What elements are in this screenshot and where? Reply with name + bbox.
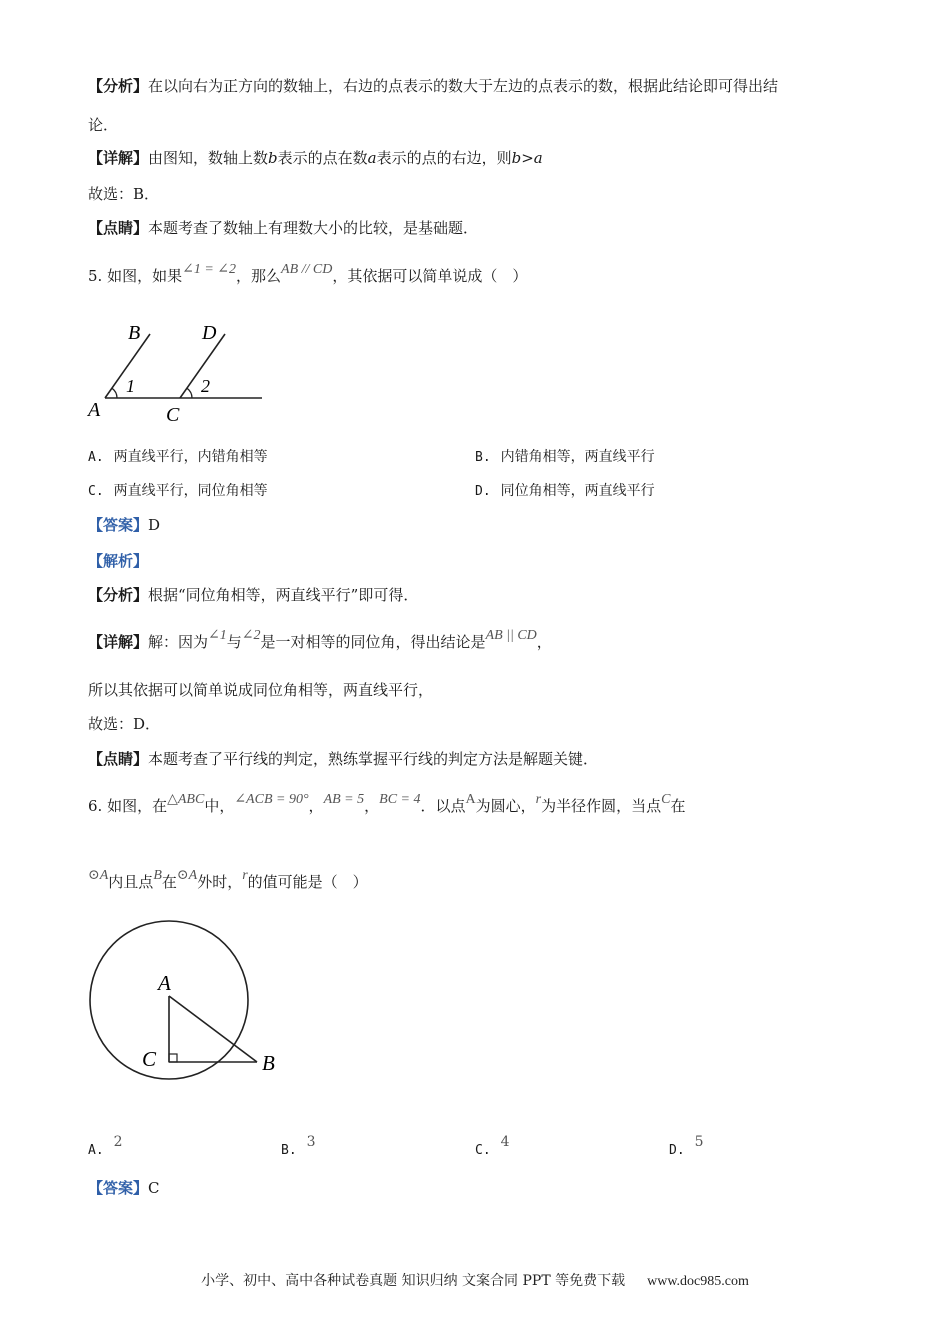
- explain-tag: 【解析】: [88, 552, 149, 570]
- option-letter: D.: [475, 484, 491, 499]
- footer-text: 小学、初中、高中各种试卷真题 知识归纳 文案合同 PPT 等免费下载: [201, 1273, 626, 1289]
- option-text: 两直线平行，内错角相等: [113, 449, 268, 465]
- option-letter: A.: [88, 450, 104, 465]
- footer-url-link[interactable]: www.doc985.com: [647, 1274, 749, 1289]
- analysis-text: 根据“同位角相等，两直线平行”即可得．: [148, 586, 419, 604]
- detail-text: 是一对相等的同位角，得出结论是: [260, 633, 486, 651]
- q5-detail-line: [88, 628, 552, 654]
- conclusion-math: AB || CD: [485, 628, 537, 643]
- q6-option-a[interactable]: [88, 1134, 123, 1161]
- q5-stem-text: 5. 如图，如果: [88, 267, 183, 285]
- q6-option-c[interactable]: [475, 1134, 510, 1161]
- angle-acb-math: ∠ACB = 90°: [234, 792, 309, 807]
- option-value: 5: [694, 1134, 704, 1150]
- q5-explain-tag: [88, 551, 148, 571]
- comment-tag: 【点睛】: [88, 219, 149, 237]
- circle-a-math: ⊙A: [176, 868, 198, 883]
- option-letter: C.: [88, 484, 104, 499]
- q4-detail-line: [88, 148, 543, 168]
- q6-option-b[interactable]: [281, 1134, 316, 1161]
- label-angle-2: 2: [201, 376, 210, 396]
- q6-stem-text: ，: [308, 797, 324, 815]
- point-b-math: B: [153, 868, 162, 883]
- q6-stem-text: 外时，: [197, 873, 243, 891]
- comment-text: 本题考查了数轴上有理数大小的比较，是基础题．: [148, 219, 479, 237]
- option-text: 两直线平行，同位角相等: [113, 483, 268, 499]
- label-A: A: [88, 399, 101, 421]
- q5-conclusion-math: AB // CD: [281, 262, 333, 277]
- option-letter: C.: [475, 1143, 491, 1158]
- detail-text: 表示的点在数: [277, 149, 368, 167]
- q5-option-d[interactable]: [475, 481, 655, 502]
- option-letter: A.: [88, 1143, 104, 1158]
- q5-condition-math: ∠1 = ∠2: [182, 262, 237, 277]
- circle-a-math: ⊙A: [88, 868, 109, 883]
- analysis-text: 在以向右为正方向的数轴上，右边的点表示的数大于左边的点表示的数，根据此结论即可得出结: [148, 77, 779, 95]
- detail-text: 解：因为: [148, 633, 209, 651]
- ab-math: AB = 5: [323, 792, 365, 807]
- r-math: r: [242, 868, 248, 883]
- detail-tag: 【详解】: [88, 149, 149, 167]
- q6-stem-text: 6. 如图，在: [88, 797, 168, 815]
- q6-stem-text: 为半径作圆，当点: [541, 797, 662, 815]
- option-value: 2: [113, 1134, 123, 1150]
- q5-option-c[interactable]: [88, 481, 268, 502]
- option-text: 同位角相等，两直线平行: [500, 483, 655, 499]
- option-letter: B.: [475, 450, 491, 465]
- q6-stem-text: 为圆心，: [475, 797, 536, 815]
- segment-ab: [169, 996, 257, 1062]
- q5-comment-line: [88, 749, 598, 769]
- q5-stem: [88, 262, 528, 288]
- analysis-tag: 【分析】: [88, 77, 149, 95]
- var-b: b: [268, 149, 278, 167]
- q6-option-d[interactable]: [669, 1134, 704, 1161]
- answer-tag: 【答案】: [88, 516, 149, 534]
- bc-math: BC = 4: [379, 792, 421, 807]
- analysis-tag: 【分析】: [88, 586, 149, 604]
- q6-stem-text: 中，: [204, 797, 235, 815]
- triangle-math: △ABC: [167, 792, 205, 807]
- detail-result: b>a: [511, 149, 543, 167]
- answer-value: D: [148, 516, 161, 534]
- q6-stem-text: ．以点: [420, 797, 466, 815]
- q6-stem-text: 在: [161, 873, 177, 891]
- label-B: B: [262, 1051, 275, 1075]
- right-angle-mark: [169, 1054, 177, 1062]
- q5-choose: 故选：D．: [88, 715, 161, 733]
- point-a-math: A: [465, 792, 476, 807]
- q5-analysis-line: [88, 585, 418, 605]
- q5-answer-line: [88, 515, 160, 535]
- q5-figure: [80, 312, 280, 427]
- angle2-math: ∠2: [241, 628, 261, 643]
- detail-text: 表示的点的右边，则: [376, 149, 512, 167]
- label-B: B: [128, 322, 141, 344]
- comment-tag: 【点睛】: [88, 750, 149, 768]
- angle-arc-2: [187, 388, 192, 398]
- q6-figure: [80, 910, 290, 1080]
- detail-text: ，: [536, 633, 552, 651]
- q5-stem-text: ，那么: [236, 267, 282, 285]
- q6-stem-line-2: [88, 868, 368, 894]
- q6-stem-text: 的值可能是（ ）: [247, 873, 368, 891]
- r-math: r: [535, 792, 542, 807]
- q4-analysis-line-1: [88, 76, 778, 96]
- angle-arc-1: [112, 388, 117, 398]
- option-value: 3: [306, 1134, 316, 1150]
- label-angle-1: 1: [126, 376, 135, 396]
- option-value: 4: [500, 1134, 510, 1150]
- q6-stem-text: 在: [670, 797, 686, 815]
- label-C: C: [142, 1047, 157, 1071]
- option-letter: B.: [281, 1143, 297, 1158]
- option-letter: D.: [669, 1143, 685, 1158]
- q6-stem-text: 内且点: [108, 873, 154, 891]
- angle1-math: ∠1: [208, 628, 227, 643]
- q5-option-a[interactable]: [88, 447, 268, 468]
- option-text: 内错角相等，两直线平行: [500, 449, 655, 465]
- q5-option-b[interactable]: [475, 447, 655, 468]
- comment-text: 本题考查了平行线的判定，熟练掌握平行线的判定方法是解题关键．: [148, 750, 599, 768]
- q5-stem-text: ，其依据可以简单说成（ ）: [332, 267, 528, 285]
- detail-text: 由图知，数轴上数: [148, 149, 269, 167]
- label-A: A: [158, 971, 171, 995]
- page-footer: [0, 1270, 950, 1290]
- q4-choose: 故选：B．: [88, 185, 160, 203]
- answer-tag: 【答案】: [88, 1179, 149, 1197]
- q5-detail-line-2: 所以其依据可以简单说成同位角相等，两直线平行，: [88, 681, 434, 699]
- detail-tag: 【详解】: [88, 633, 149, 651]
- var-a: a: [367, 149, 377, 167]
- label-C: C: [166, 404, 180, 426]
- q6-answer-line: [88, 1178, 160, 1198]
- label-D: D: [202, 322, 217, 344]
- answer-value: C: [148, 1179, 160, 1197]
- detail-text: 与: [226, 633, 242, 651]
- q4-comment-line: [88, 218, 478, 238]
- point-c-math: C: [661, 792, 671, 807]
- q4-analysis-line-2: 论．: [88, 116, 119, 134]
- q6-stem-line-1: [88, 792, 686, 818]
- q6-stem-text: ，: [364, 797, 380, 815]
